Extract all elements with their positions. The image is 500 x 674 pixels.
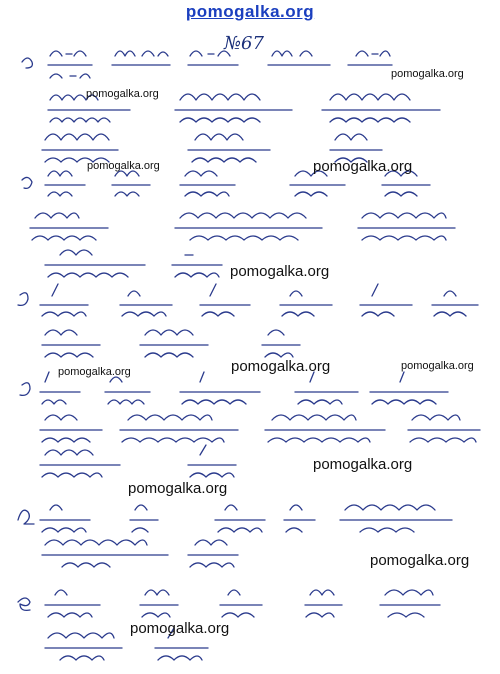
watermark: pomogalka.org: [86, 88, 159, 100]
watermark: pomogalka.org: [230, 263, 330, 280]
watermark: pomogalka.org: [128, 480, 228, 497]
watermark: pomogalka.org: [58, 366, 131, 378]
part-a-working: [22, 51, 440, 162]
watermark: pomogalka.org: [231, 358, 331, 375]
watermark: pomogalka.org: [313, 456, 413, 473]
problem-number: №67: [224, 33, 264, 54]
site-title[interactable]: pomogalka.org: [185, 2, 315, 21]
part-b-working: [22, 171, 455, 277]
watermark: pomogalka.org: [401, 360, 474, 372]
watermark: pomogalka.org: [370, 552, 470, 569]
watermark: pomogalka.org: [313, 158, 413, 175]
watermark: pomogalka.org: [391, 68, 464, 80]
part-v-working: [18, 284, 478, 357]
watermark: pomogalka.org: [87, 160, 160, 172]
watermark: pomogalka.org: [130, 620, 230, 637]
